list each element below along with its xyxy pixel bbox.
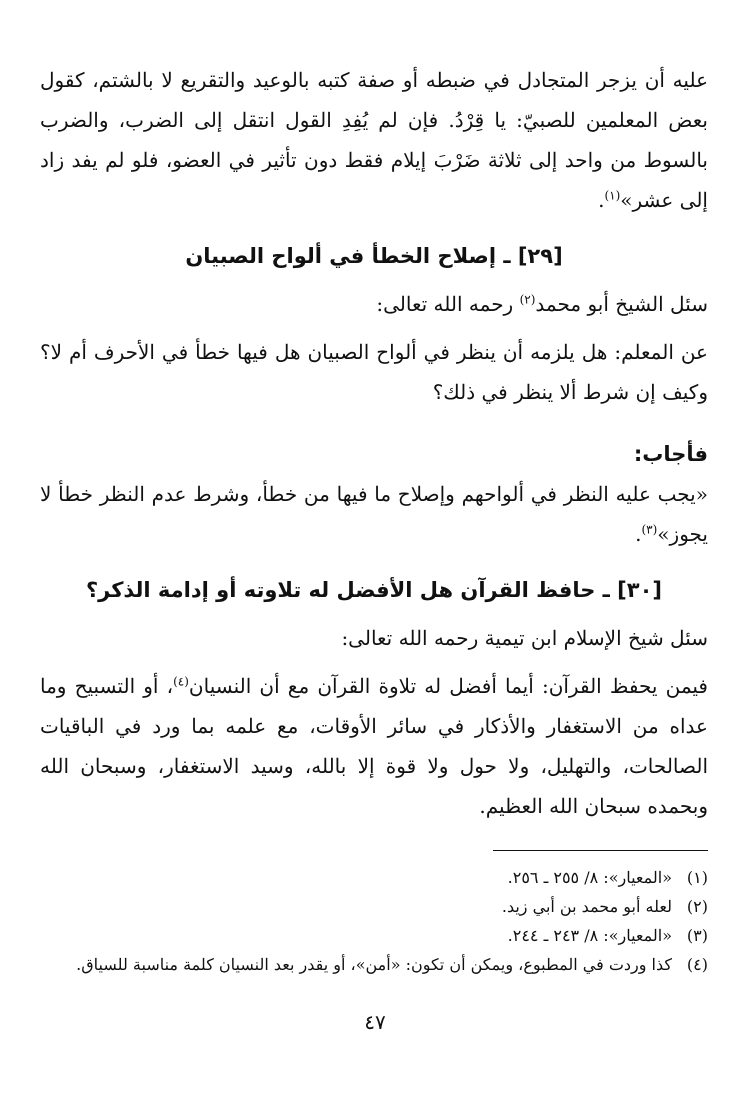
- section-29-answer: «يجب عليه النظر في ألواحهم وإصلاح ما فيها من خطأ، وشرط عدم النظر خطأ لا يجوز»$^{(٣)}$.: [40, 482, 708, 546]
- section-30-asker: سئل شيخ الإسلام ابن تيمية رحمه الله تعالى:: [341, 626, 708, 650]
- section-29-answer-label: فأجاب:: [633, 442, 708, 466]
- footnote-number: (١): [686, 868, 708, 887]
- section-29-title: ـ إصلاح الخطأ في ألواح الصبيان: [185, 244, 511, 268]
- section-29-heading: [40, 236, 708, 276]
- footnote-text: كذا وردت في المطبوع، ويمكن أن تكون: «أمن»، أو يقدر بعد النسيان كلمة مناسبة للسياق.: [76, 955, 672, 974]
- footnotes-list: [40, 863, 708, 979]
- footnote-text: «المعيار»: ٨/ ٢٥٥ ـ ٢٥٦.: [507, 868, 672, 887]
- footnote-number: (٤): [686, 955, 708, 974]
- section-29-asker: سئل الشيخ أبو محمد$^{(٢)}$ رحمه الله تعالى:: [376, 292, 708, 316]
- section-30-heading: [40, 570, 708, 610]
- footnote-item: [40, 892, 708, 921]
- section-29-question: عن المعلم: هل يلزمه أن ينظر في ألواح الصبيان هل فيها خطأ في الأحرف أم لا؟ وكيف إن شرط ألا ينظر في ذلك؟: [40, 340, 708, 404]
- book-page: [40, 60, 708, 1100]
- section-29-number: [٢٩]: [517, 244, 563, 268]
- intro-paragraph: عليه أن يزجر المتجادل في ضبطه أو صفة كتبه بالوعيد والتقريع لا بالشتم، كقول بعض المعلمين للصبيّ: يا قِرْدُ. فإن لم يُفِدِ القول انتقل إلى الضرب، والضرب بالسوط من واحد إلى ثلاثة ضَرْبَ إيلام فقط دون تأثير في العضو، فلو لم يفد زاد إلى عشر»$^{(١)}$.: [40, 68, 708, 212]
- page-number: ٤٧: [364, 1010, 386, 1034]
- section-30-question: فيمن يحفظ القرآن: أيما أفضل له تلاوة القرآن مع أن النسيان$^{(٤)}$، أو التسبيح وما عداه من الاستغفار والأذكار في سائر الأوقات، مع علمه بما ورد في الباقيات الصالحات، والتهليل، ولا حول ولا قوة إلا بالله، وسيد الاستغفار، وسبحان الله وبحمده سبحان الله العظيم.: [40, 674, 708, 818]
- footnote-item: [40, 950, 708, 979]
- section-30-title: ـ حافظ القرآن هل الأفضل له تلاوته أو إدامة الذكر؟: [85, 578, 610, 602]
- footnote-divider: [493, 850, 708, 851]
- footnote-text: لعله أبو محمد بن أبي زيد.: [501, 897, 672, 916]
- section-30-number: [٣٠]: [617, 578, 663, 602]
- footnote-item: [40, 921, 708, 950]
- footnote-text: «المعيار»: ٨/ ٢٤٣ ـ ٢٤٤.: [507, 926, 672, 945]
- footnote-number: (٢): [686, 897, 708, 916]
- footnote-number: (٣): [686, 926, 708, 945]
- footnote-item: [40, 863, 708, 892]
